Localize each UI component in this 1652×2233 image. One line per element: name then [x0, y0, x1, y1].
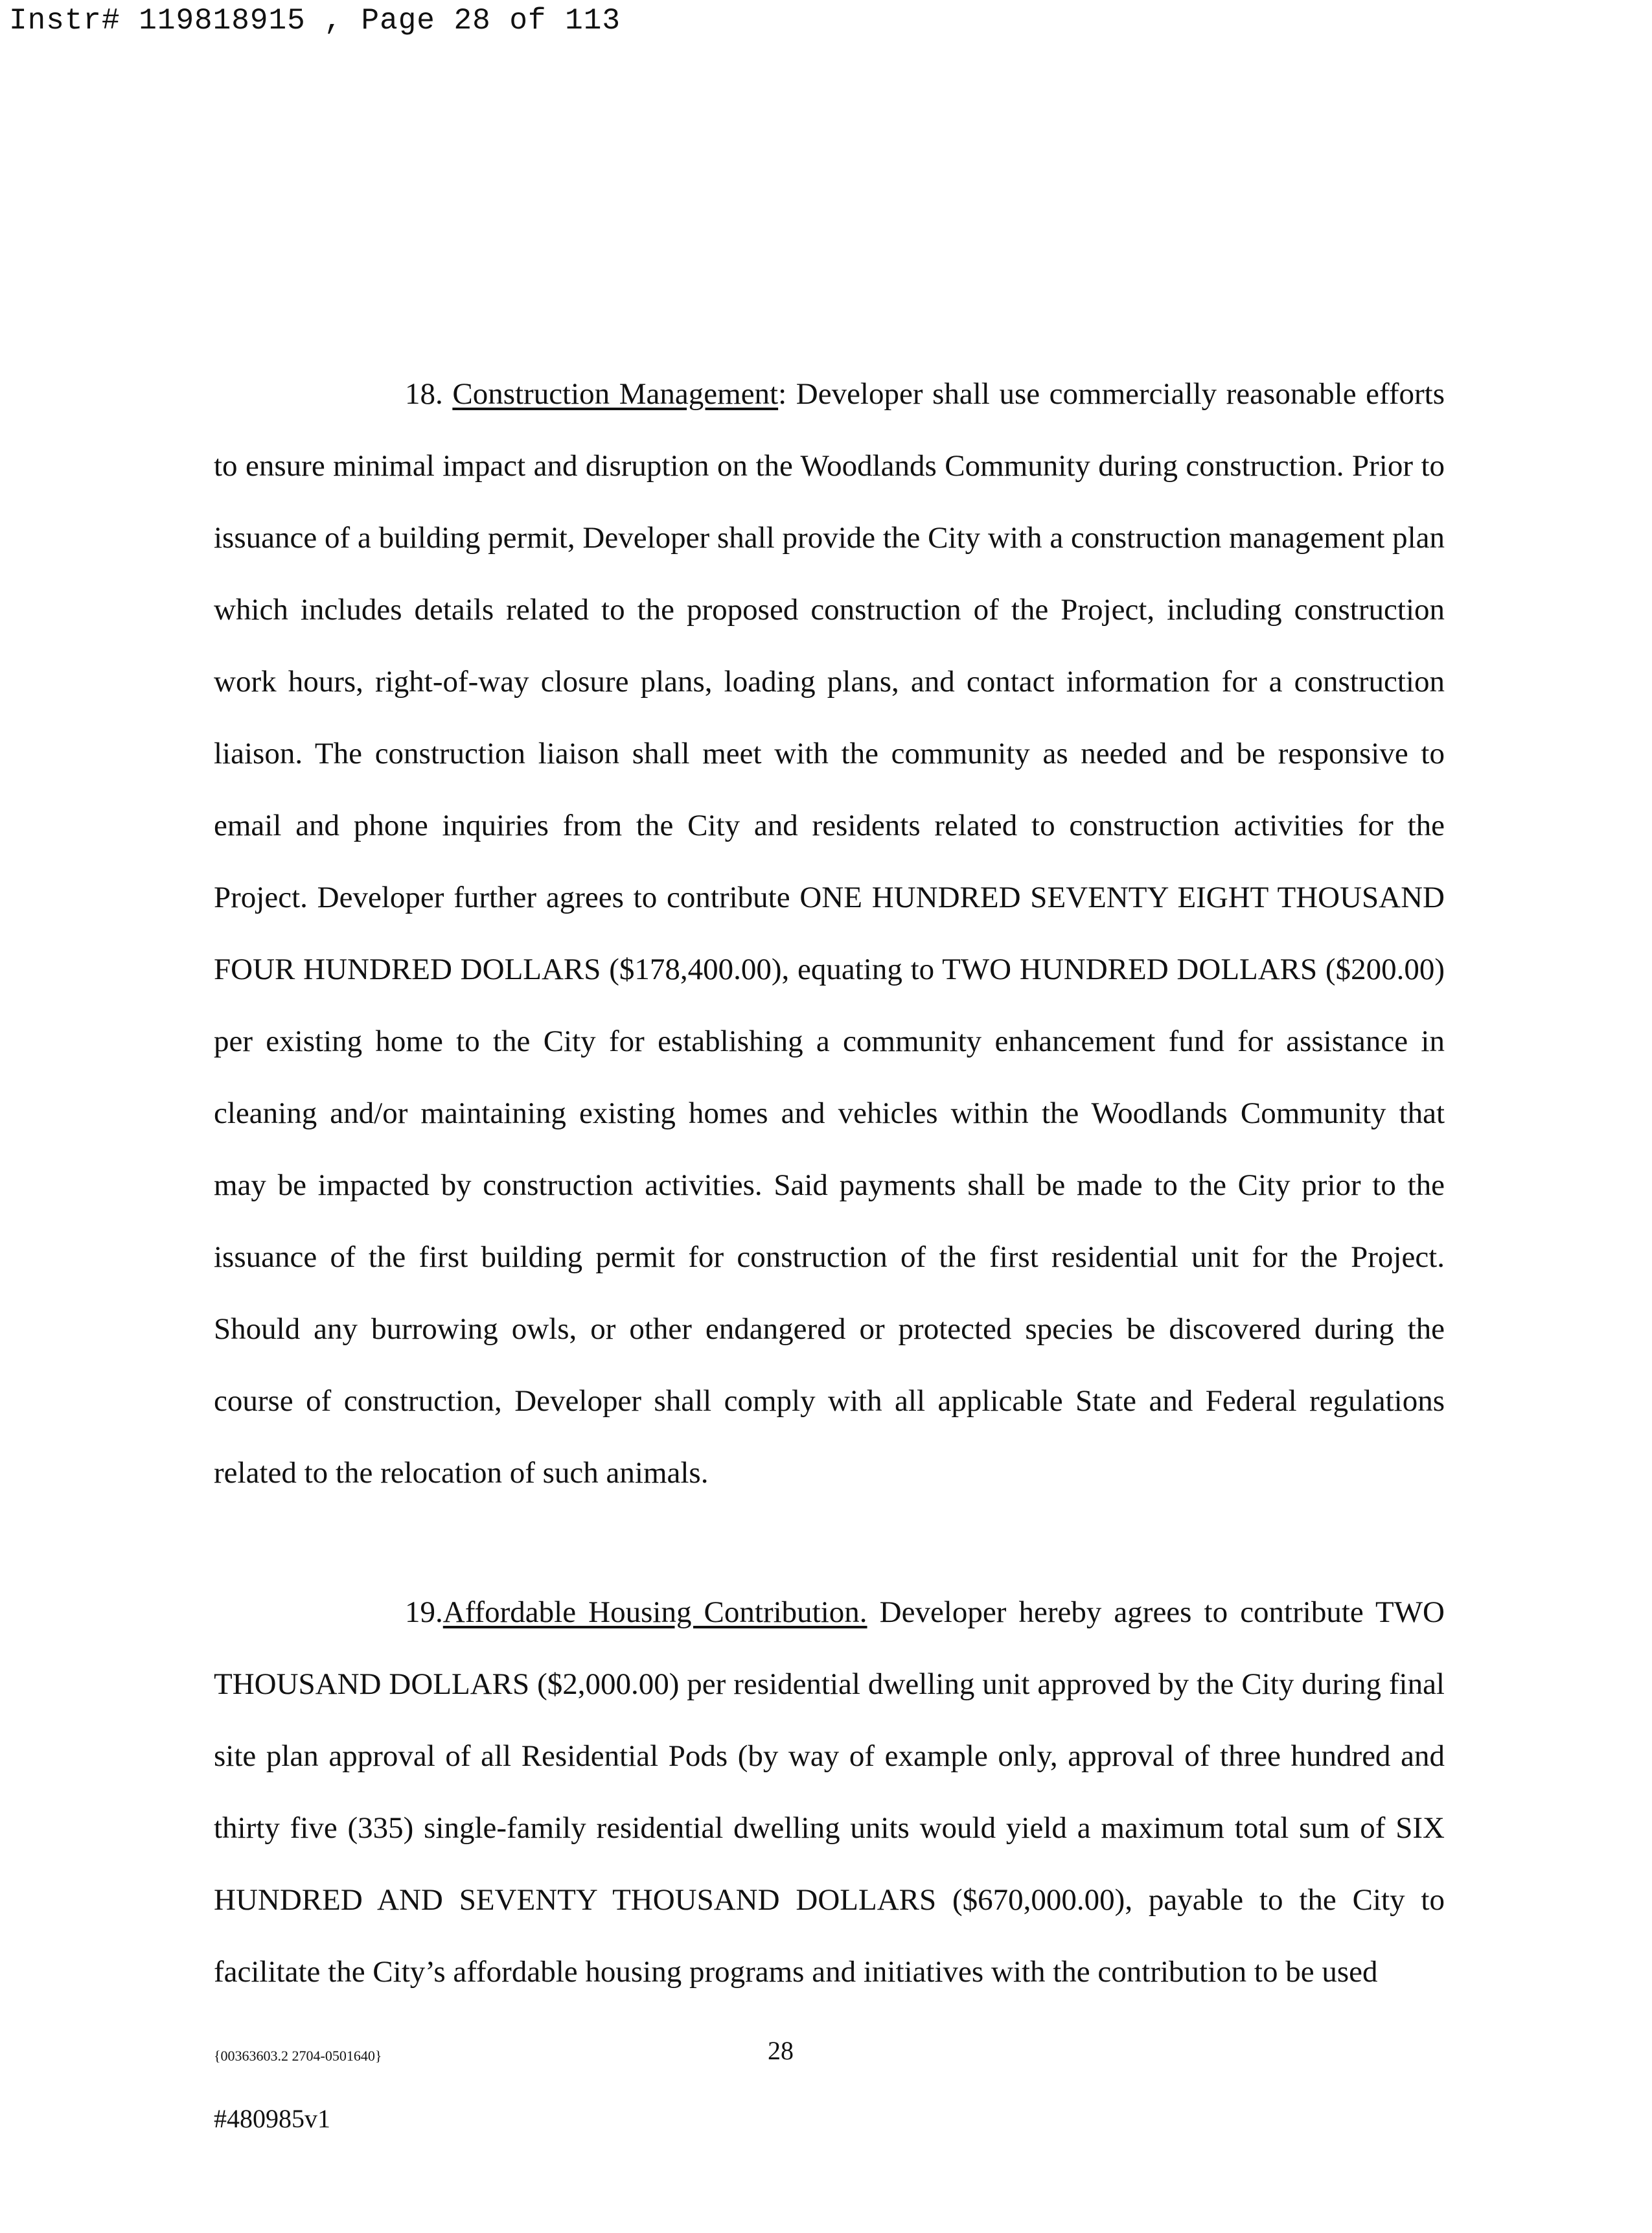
section-19-number: 19. [405, 1595, 443, 1629]
section-19-paragraph [214, 1577, 1445, 2008]
recording-stamp: Instr# 119818915 , Page 28 of 113 [9, 4, 621, 38]
section-19-heading: Affordable Housing Contribution. [442, 1595, 867, 1629]
section-18-number: 18. [405, 377, 443, 411]
section-19 [214, 1577, 1445, 2008]
section-18-paragraph [214, 358, 1445, 1509]
page-number: 28 [768, 2036, 794, 2065]
section-18 [214, 358, 1445, 1509]
section-19-body: Developer hereby agrees to contribute TWO THOUSAND DOLLARS ($2,000.00) per residential dwelling unit approved by the City during final site plan approval of all Residential Pods (by way of example only, approval of three hundred and thirty five (335) single-family residential dwelling units would yield a maximum total sum of SIX HUNDRED AND SEVENTY THOUSAND DOLLARS ($670,000.00), payable to the City to facilitate the City’s affordable housing programs and initiatives with the contribution to be used [214, 1595, 1445, 1989]
section-18-heading: Construction Management [452, 377, 779, 411]
document-version: #480985v1 [214, 2104, 330, 2133]
section-18-body: Developer shall use commercially reasonable efforts to ensure minimal impact and disruption on the Woodlands Community during construction. Prior to issuance of a building permit, Developer shall provide the City with a construction management plan which includes details related to the proposed construction of the Project, including construction work hours, right-of-way closure plans, loading plans, and contact information for a construction liaison. The construction liaison shall meet with the community as needed and be responsive to email and phone inquiries from the City and residents related to construction activities for the Project. Developer further agrees to contribute ONE HUNDRED SEVENTY EIGHT THOUSAND FOUR HUNDRED DOLLARS ($178,400.00), equating to TWO HUNDRED DOLLARS ($200.00) per existing home to the City for establishing a community enhancement fund for assistance in cleaning and/or maintaining existing homes and vehicles within the Woodlands Community that may be impacted by construction activities. Said payments shall be made to the City prior to the issuance of the first building permit for construction of the first residential unit for the Project. Should any burrowing owls, or other endangered or protected species be discovered during the course of construction, Developer shall comply with all applicable State and Federal regulations related to the relocation of such animals. [214, 377, 1445, 1490]
section-18-heading-suffix: : [778, 377, 787, 411]
footer-document-id: {00363603.2 2704-0501640} [214, 2048, 382, 2064]
